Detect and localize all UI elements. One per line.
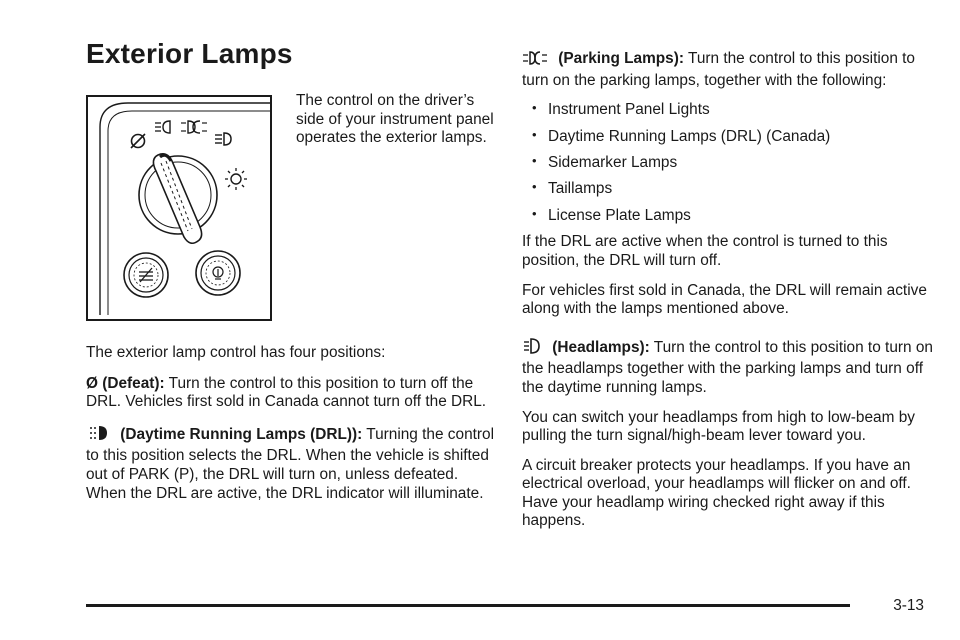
headlamp-icon [215, 133, 231, 145]
defeat-icon [131, 134, 145, 148]
headlamps-paragraph [522, 337, 934, 398]
dimmer-knob[interactable] [196, 251, 240, 295]
switch-paragraph: You can switch your headlamps from high to low-beam by pulling the turn signal/high-beam lever toward you. [522, 408, 915, 445]
parking-label: (Parking Lamps): [558, 50, 684, 67]
headlamps-text: Turn the control to this position to turn on the headlamps together with the parking lamps and turn off the daytime running lamps. [522, 338, 933, 396]
headlamps-label: (Headlamps): [552, 338, 650, 356]
list-item: • Taillamps [522, 180, 934, 199]
parking-text: Turn the control to this position to turn on the parking lamps, together with the following: [522, 50, 915, 89]
list-item: • Daytime Running Lamps (DRL) (Canada) [522, 128, 934, 147]
parking-lamp-list [522, 101, 934, 225]
dome-lamp-icon [225, 168, 247, 190]
lamp-control-knob[interactable] [139, 154, 217, 243]
canada-paragraph: For vehicles first sold in Canada, the DRL will remain active along with the lamps mentioned above. [522, 281, 927, 318]
drl-paragraph [86, 424, 496, 503]
defeat-paragraph [86, 375, 496, 412]
positions-intro: The exterior lamp control has four positions: [86, 344, 386, 361]
defeat-label: Ø (Defeat): [86, 374, 165, 392]
drl-text: Turning the control to this position selects the DRL. When the vehicle is shifted out of PARK (P), the DRL will turn on, unless defeated. When the DRL are active, the DRL indicator will illuminate. [86, 425, 495, 502]
parking-lamp-icon [155, 121, 170, 133]
page-title: Exterior Lamps [86, 38, 293, 69]
list-item: • Instrument Panel Lights [522, 101, 934, 120]
drl-label: (Daytime Running Lamps (DRL)): [120, 425, 363, 443]
positions-section [86, 344, 496, 515]
drl-off-paragraph: If the DRL are active when the control is turned to this position, the DRL will turn off. [522, 233, 888, 269]
fog-lamp-knob[interactable] [124, 253, 168, 297]
list-item: • Sidemarker Lamps [522, 154, 934, 173]
left-column [86, 38, 496, 502]
headlamp-icon [522, 337, 542, 361]
parking-paragraph [522, 50, 934, 90]
footer-rule [86, 604, 850, 607]
defeat-text: Turn the control to this position to turn off the DRL. Vehicles first sold in Canada cannot turn off the DRL. [86, 374, 487, 411]
lamp-control-illustration [86, 95, 272, 321]
parking-lamp-icon [522, 50, 548, 72]
right-column [522, 50, 934, 542]
parking-lamp-pair-icon [181, 121, 207, 133]
intro-text: The control on the driver’s side of your instrument panel operates the exterior lamps. [296, 92, 494, 147]
breaker-paragraph: A circuit breaker protects your headlamps. If you have an electrical overload, your headlamps will flicker on and off. Have your headlamp wiring checked right away if this happens. [522, 456, 911, 530]
list-item: • License Plate Lamps [522, 207, 934, 226]
page-number: 3-13 [893, 597, 924, 614]
drl-icon [86, 424, 110, 448]
